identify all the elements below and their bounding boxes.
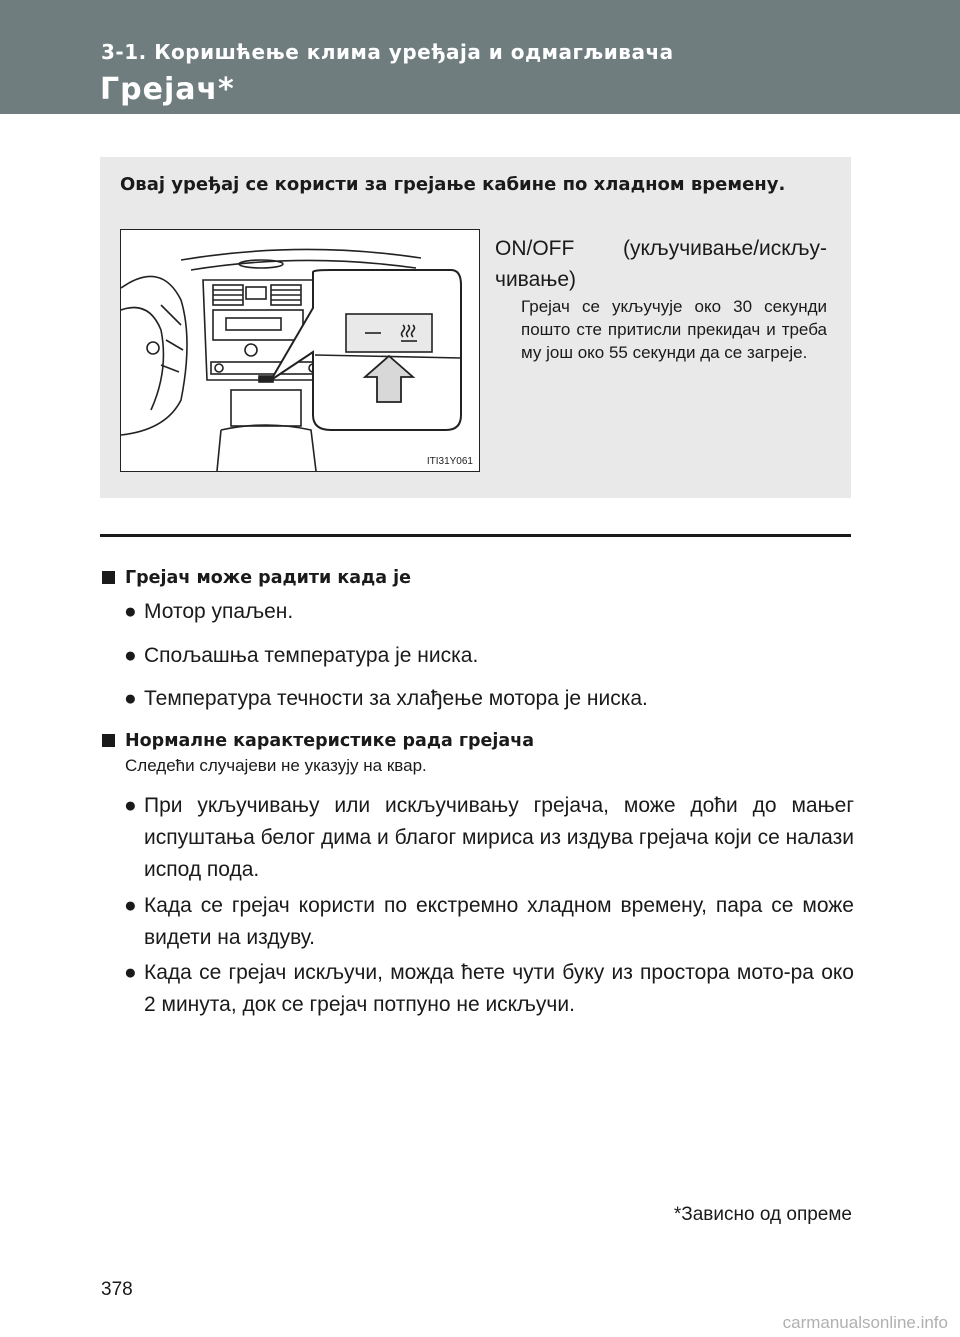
divider-rule — [100, 534, 851, 537]
list-item: ● Температура течности за хлађење мотора је ниска. — [124, 683, 854, 715]
list-item: ● Када се грејач искључи, можда ћете чути буку из простора мото-ра око 2 минута, док се грејач потпуно не искључи. — [124, 957, 854, 1021]
dashboard-illustration — [120, 229, 480, 472]
figure-code: ITI31Y061 — [426, 456, 473, 467]
square-bullet-icon — [102, 734, 115, 747]
section-label: 3-1. Коришћење клима уређаја и одмагљивача — [101, 40, 674, 64]
section-note: Следећи случајеви не указују на квар. — [125, 756, 427, 775]
bullet-icon: ● — [124, 644, 137, 667]
callout-body: Грејач се укључује око 30 секунди пошто сте притисли прекидач и треба му још око 55 секунди да се загреје. — [521, 297, 827, 362]
square-bullet-icon — [102, 571, 115, 584]
bullet-icon: ● — [124, 961, 137, 984]
footnote: *Зависно од опреме — [673, 1204, 852, 1225]
page-number: 378 — [101, 1279, 133, 1300]
list-item: ● Спољашња температура је ниска. — [124, 640, 854, 672]
watermark: carmanualsonline.info — [782, 1313, 948, 1332]
list-item: ● Када се грејач користи по екстремно хладном времену, пара се може видети на издуву. — [124, 890, 854, 954]
intro-box — [100, 157, 851, 498]
bullet-icon: ● — [124, 894, 137, 917]
section-heading-2: Нормалне карактеристике рада грејача — [102, 731, 534, 751]
list-item: ● При укључивању или искључивању грејача, може доћи до мањег испуштања белог дима и благог мириса из издува грејача који се налази испод пода. — [124, 790, 854, 886]
bullet-icon: ● — [124, 687, 137, 710]
intro-text: Овај уређај се користи за грејање кабине по хладном времену. — [120, 174, 786, 195]
bullet-icon: ● — [124, 794, 137, 817]
chapter-header — [0, 0, 960, 114]
dashboard-drawing — [121, 230, 479, 471]
page-title: Грејач* — [100, 72, 235, 107]
section-heading-1: Грејач може радити када је — [102, 568, 411, 588]
bullet-icon: ● — [124, 600, 137, 623]
callout-title: ON/OFF (укључивање/искљу-чивање) — [495, 237, 827, 291]
list-item: ● Мотор упаљен. — [124, 596, 854, 628]
